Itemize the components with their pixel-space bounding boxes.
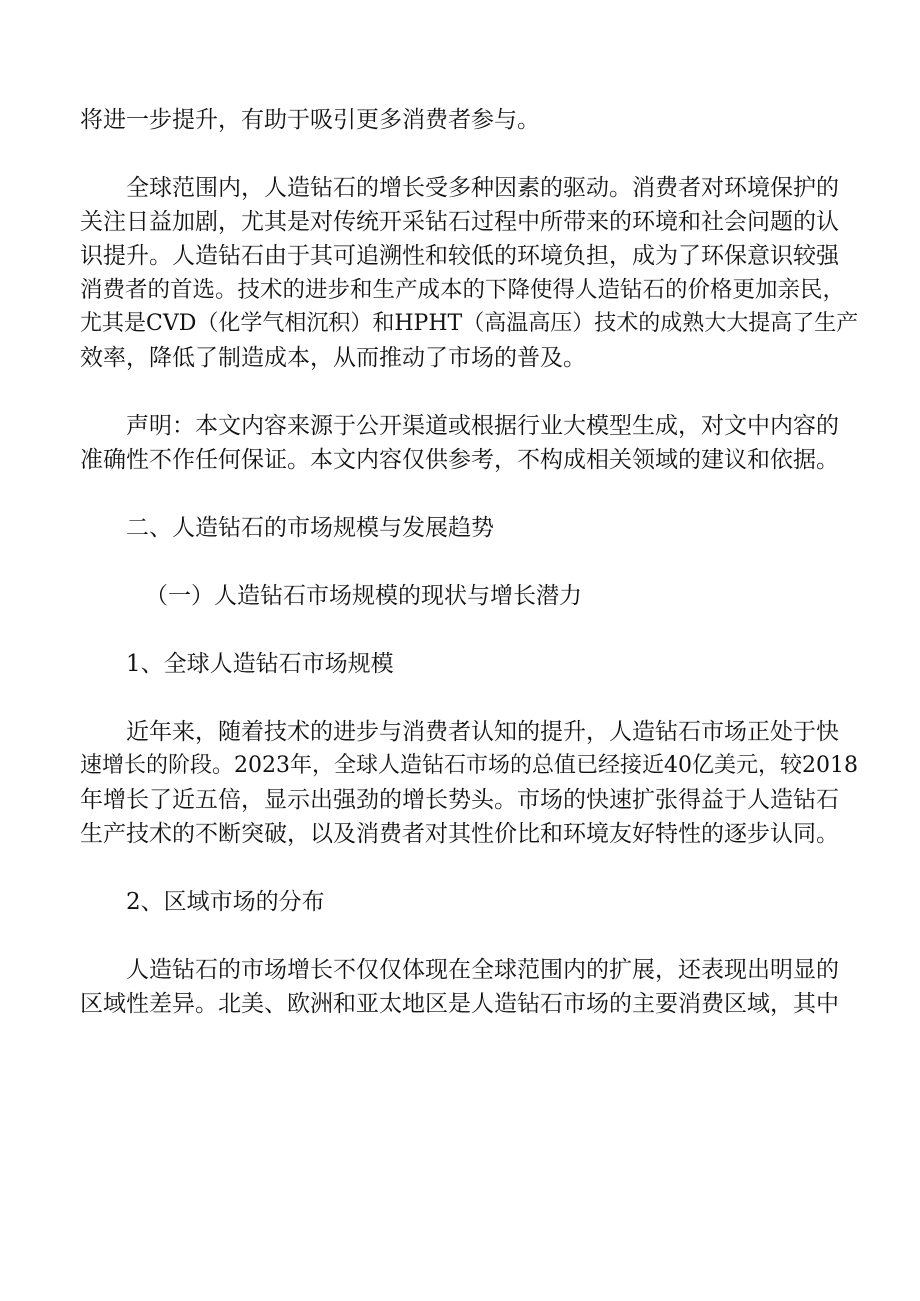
subsection-heading [80,579,860,613]
text-line: 消费者的首选。技术的进步和生产成本的下降使得人造钻石的价格更加亲民， [80,277,846,303]
paragraph-growth-drivers [80,171,860,375]
text-line: 近年来，随着技术的进步与消费者认知的提升，人造钻石市场正处于快 [126,719,839,745]
section-heading [80,511,860,545]
paragraph-disclaimer [80,409,860,477]
paragraph-regional-distribution [80,953,860,1021]
item-heading-global-market [80,647,860,681]
text-line: 生产技术的不断突破，以及消费者对其性价比和环境友好特性的逐步认同。 [80,821,839,847]
heading-line: （一）人造钻石市场规模的现状与增长潜力 [145,583,582,609]
text-line: 将进一步提升，有助于吸引更多消费者参与。 [80,107,540,133]
heading-line: 1、全球人造钻石市场规模 [126,651,394,677]
paragraph-continuation [80,103,860,137]
text-line: 识提升。人造钻石由于其可追溯性和较低的环境负担，成为了环保意识较强 [80,243,839,269]
text-line: 人造钻石的市场增长不仅仅体现在全球范围内的扩展，还表现出明显的 [126,957,839,983]
text-line: 全球范围内，人造钻石的增长受多种因素的驱动。消费者对环境保护的 [126,175,839,201]
paragraph-market-size [80,715,860,851]
text-line: 速增长的阶段。2023年，全球人造钻石市场的总值已经接近40亿美元，较2018 [80,753,858,778]
text-line: 效率，降低了制造成本，从而推动了市场的普及。 [80,345,586,371]
heading-line: 二、人造钻石的市场规模与发展趋势 [126,515,494,541]
text-line: 区域性差异。北美、欧洲和亚太地区是人造钻石市场的主要消费区域，其中 [80,991,839,1017]
text-line: 准确性不作任何保证。本文内容仅供参考，不构成相关领域的建议和依据。 [80,447,839,473]
text-line: 关注日益加剧，尤其是对传统开采钻石过程中所带来的环境和社会问题的认 [80,209,839,235]
heading-line: 2、区域市场的分布 [126,889,325,915]
text-line: 尤其是CVD（化学气相沉积）和HPHT（高温高压）技术的成熟大大提高了生产 [80,311,859,336]
text-line: 声明：本文内容来源于公开渠道或根据行业大模型生成，对文中内容的 [126,413,839,439]
text-line: 年增长了近五倍，显示出强劲的增长势头。市场的快速扩张得益于人造钻石 [80,787,839,813]
item-heading-regional-market [80,885,860,919]
document-page [80,103,860,1021]
